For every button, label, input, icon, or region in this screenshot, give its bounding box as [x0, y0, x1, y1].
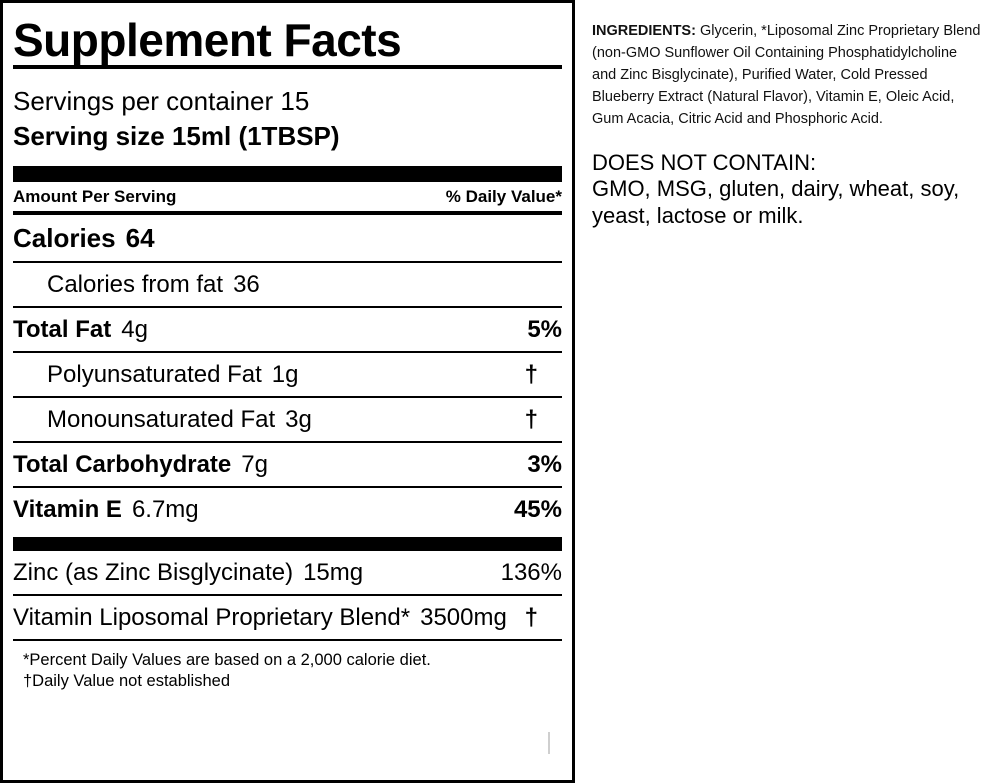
panel-title: Supplement Facts	[13, 17, 562, 69]
nutrient-name: Polyunsaturated Fat	[47, 360, 262, 388]
does-not-contain-title: DOES NOT CONTAIN:	[592, 150, 817, 176]
ingredients-block	[592, 20, 984, 130]
nutrient-row-proprietary-blend	[13, 596, 562, 641]
nutrient-amount: 7g	[241, 450, 268, 478]
ingredients-label: INGREDIENTS:	[592, 23, 696, 39]
footnotes	[13, 641, 562, 694]
nutrient-name: Total Fat	[13, 315, 112, 343]
nutrient-amount: 64	[125, 222, 155, 253]
amount-per-serving-label: Amount Per Serving	[13, 186, 177, 206]
nutrient-amount: 3500mg	[420, 603, 507, 631]
nutrient-row-total-carbohydrate	[13, 443, 562, 488]
ingredients-text: Glycerin, *Liposomal Zinc Proprietary Blend (non-GMO Sunflower Oil Containing Phosphatidylcholine and Zinc Bisglycinate), Purified Water, Cold Pressed Blueberry Extract (Natural Flavor), Vitamin E, Oleic Acid, Gum Acacia, Citric Acid and Phosphoric Acid.	[592, 23, 981, 128]
nutrient-row-polyunsaturated-fat	[13, 353, 562, 398]
nutrient-row-calories	[13, 215, 562, 263]
nutrient-dv: 136%	[500, 558, 562, 586]
daily-value-label: % Daily Value*	[445, 186, 562, 206]
nutrient-amount: 4g	[121, 315, 148, 343]
nutrient-amount: 3g	[285, 405, 312, 433]
nutrient-dv: †	[524, 603, 538, 631]
does-not-contain-body: GMO, MSG, gluten, dairy, wheat, soy, yeast, lactose or milk.	[592, 176, 960, 228]
nutrient-row-monounsaturated-fat	[13, 398, 562, 443]
nutrient-name: Vitamin Liposomal Proprietary Blend*	[13, 603, 411, 631]
nutrient-dv: †	[524, 405, 538, 433]
footnote-dv-not-established: †Daily Value not established	[23, 672, 230, 691]
nutrient-dv: 45%	[513, 495, 562, 523]
amount-per-serving-row	[13, 182, 562, 215]
nutrient-name: Total Carbohydrate	[13, 450, 232, 478]
divider-thick-top	[13, 166, 562, 182]
nutrient-name: Vitamin E	[13, 495, 122, 523]
nutrient-row-vitamin-e	[13, 488, 562, 531]
nutrient-name: Calories	[13, 222, 116, 253]
cursor-artifact	[548, 732, 550, 754]
nutrient-name: Calories from fat	[47, 270, 224, 298]
nutrient-amount: 36	[233, 270, 260, 298]
divider-thick-middle	[13, 537, 562, 551]
nutrient-dv: 5%	[527, 315, 562, 343]
nutrient-dv: 3%	[527, 450, 562, 478]
serving-size: Serving size 15ml (1TBSP)	[13, 121, 340, 152]
nutrient-row-zinc	[13, 551, 562, 596]
nutrient-amount: 6.7mg	[131, 495, 199, 523]
nutrient-row-calories-from-fat	[13, 263, 562, 308]
right-column	[592, 20, 984, 229]
nutrient-row-total-fat	[13, 308, 562, 353]
footnote-daily-values: *Percent Daily Values are based on a 2,000 calorie diet.	[23, 650, 431, 669]
nutrient-amount: 15mg	[303, 558, 364, 586]
nutrient-dv: †	[524, 360, 538, 388]
nutrient-name: Zinc (as Zinc Bisglycinate)	[13, 558, 294, 586]
servings-per-container: Servings per container 15	[13, 86, 310, 116]
nutrient-name: Monounsaturated Fat	[47, 405, 276, 433]
nutrient-amount: 1g	[271, 360, 299, 388]
